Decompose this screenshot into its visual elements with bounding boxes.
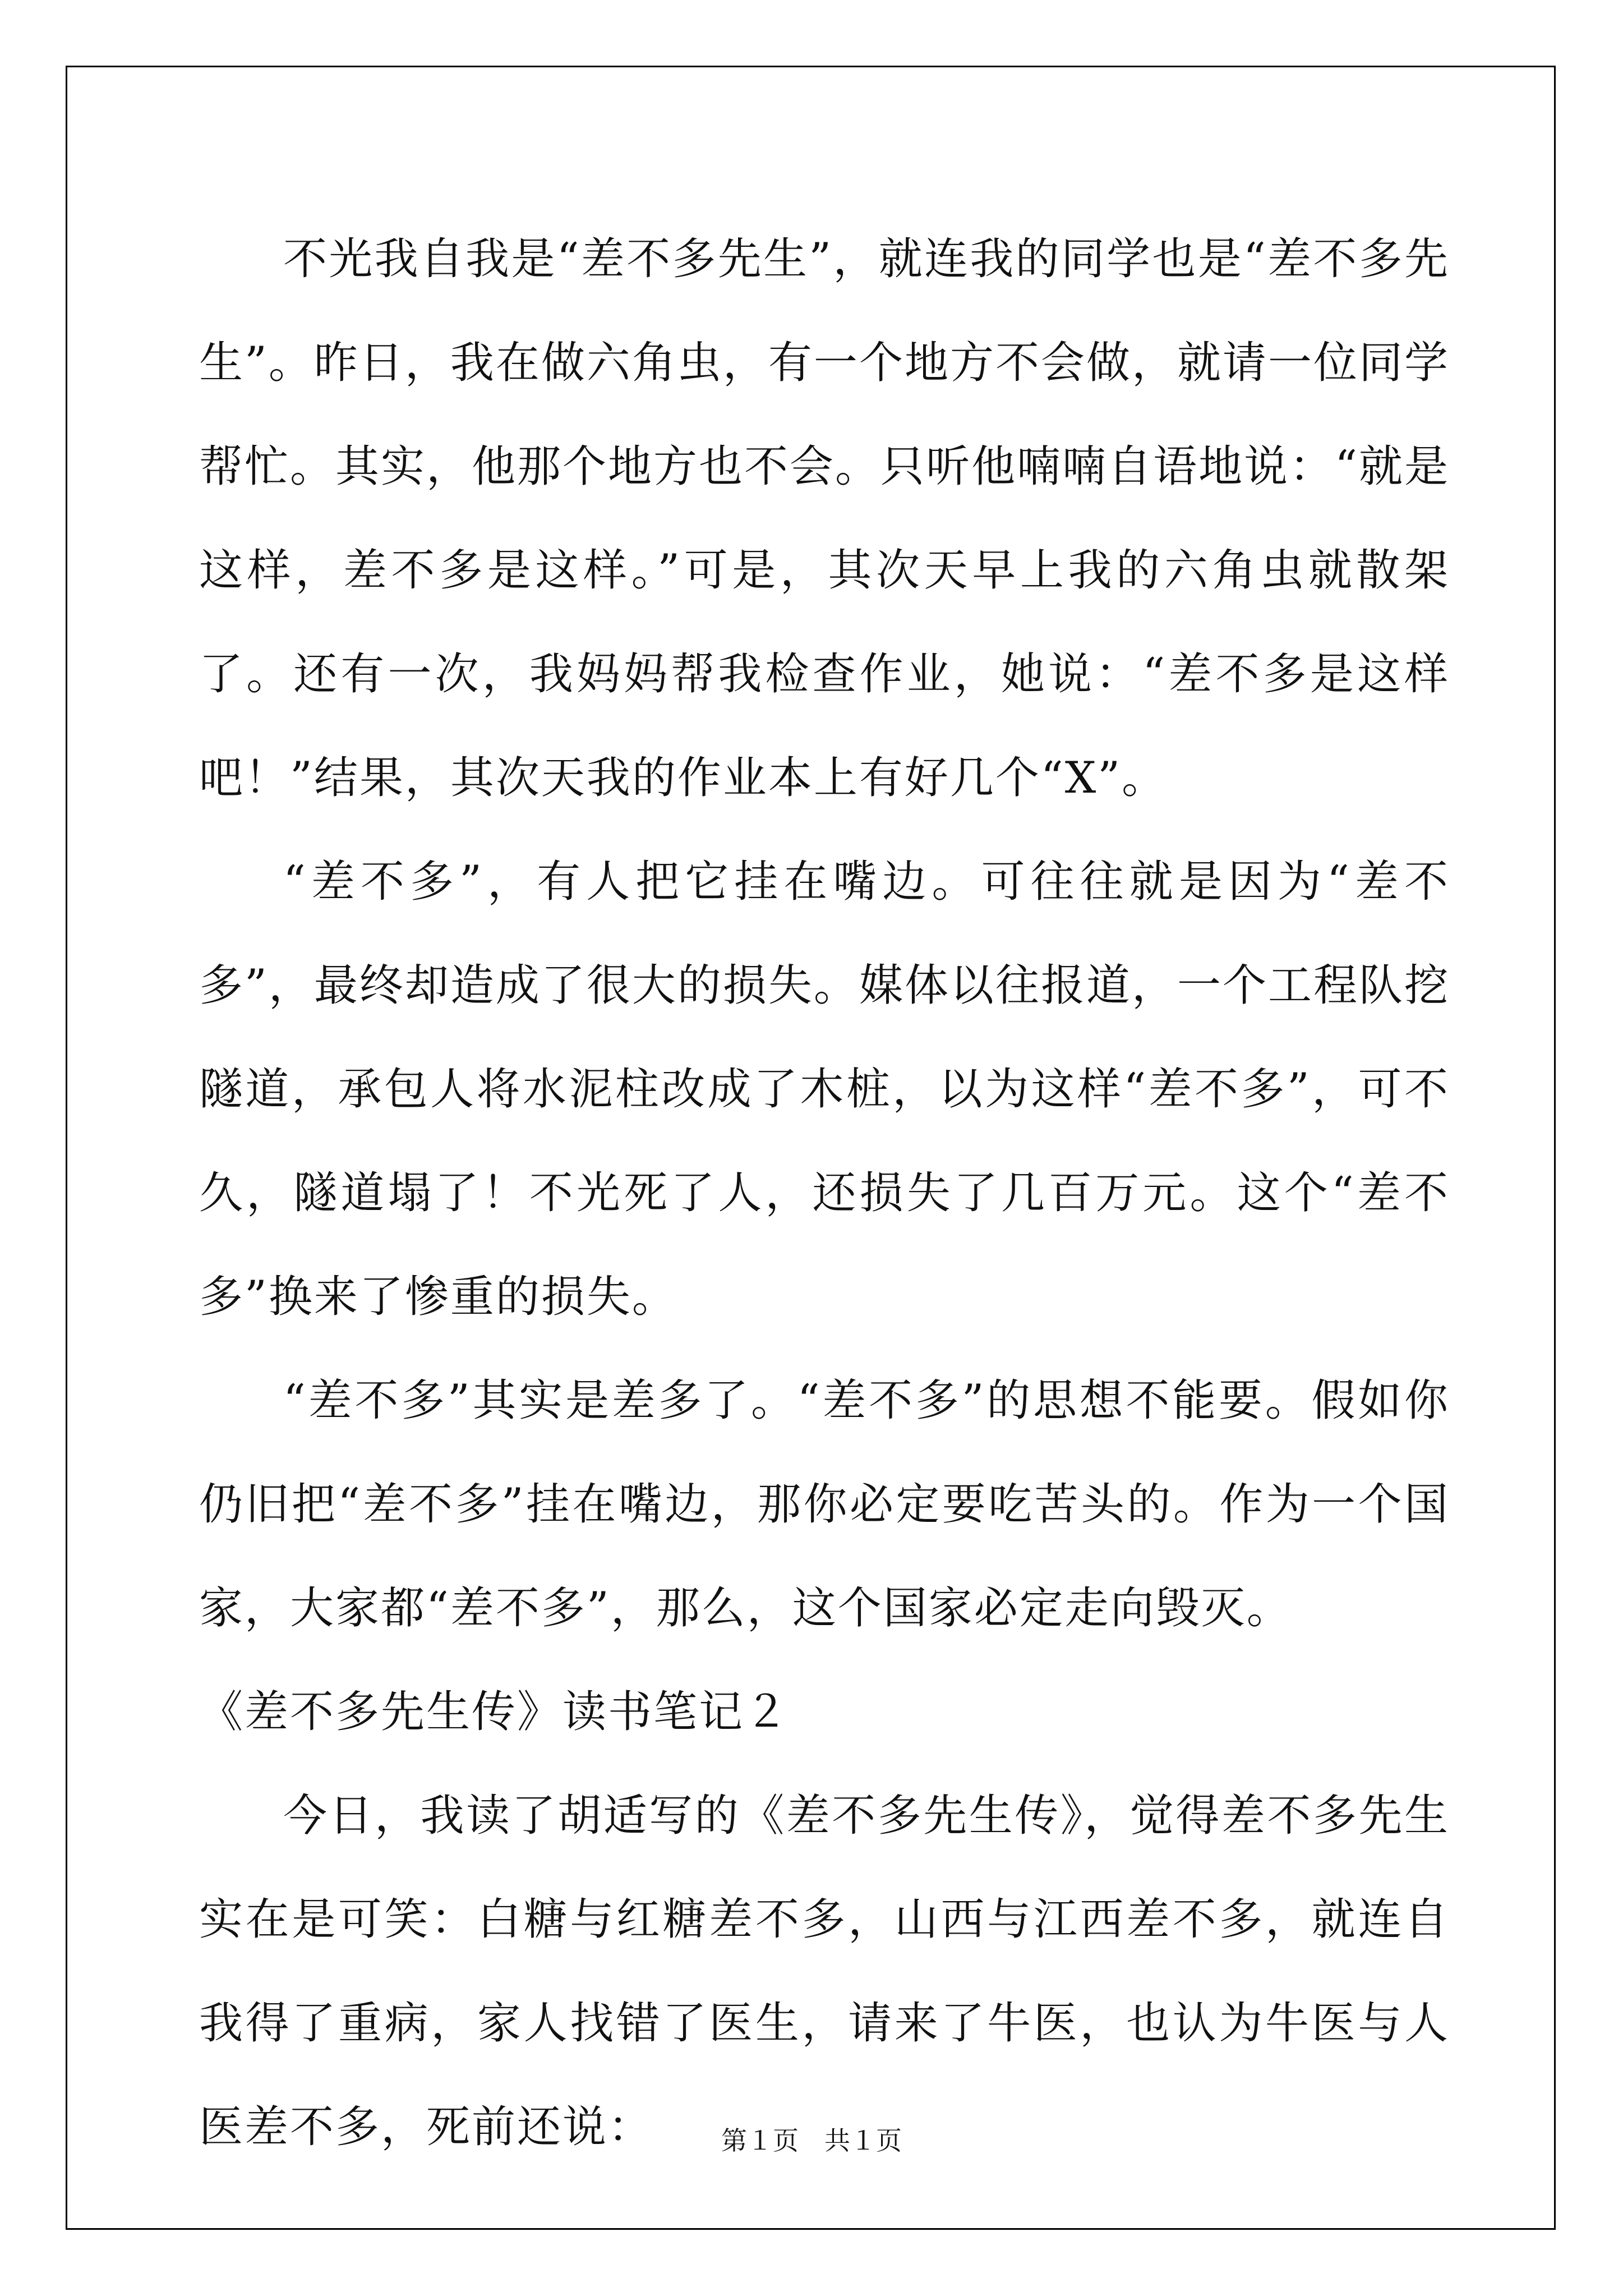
paragraph-1: 不光我自我是“差不多先生”，就连我的同学也是“差不多先生”。昨日，我在做六角虫，有一个地方不会做，就请一位同学帮忙。其实，他那个地方也不会。只听他喃喃自语地说：“就是这样，差不多是这样。”可是，其次天早上我的六角虫就散架了。还有一次，我妈妈帮我检查作业，她说：“差不多是这样吧！”结果，其次天我的作业本上有好几个“X”。: [199, 234, 1450, 803]
document-body: [199, 208, 1450, 2179]
section-heading: 《差不多先生传》读书笔记２: [199, 1687, 790, 1737]
page-footer: 第１页 共１页: [721, 2125, 902, 2156]
paragraph-3: “差不多”其实是差多了。“差不多”的思想不能要。假如你仍旧把“差不多”挂在嘴边，那你必定要吃苦头的。作为一个国家，大家都“差不多”，那么，这个国家必定走向毁灭。: [199, 1375, 1450, 1634]
paragraph-4: 今日，我读了胡适写的《差不多先生传》，觉得差不多先生实在是可笑：白糖与红糖差不多，山西与江西差不多，就连自我得了重病，家人找错了医生，请来了牛医，也认为牛医与人医差不多，死前还说：: [199, 1791, 1450, 2152]
paragraph-2: “差不多”，有人把它挂在嘴边。可往往就是因为“差不多”，最终却造成了很大的损失。媒体以往报道，一个工程队挖隧道，承包人将水泥柱改成了木桩，以为这样“差不多”，可不久，隧道塌了！不光死了人，还损失了几百万元。这个“差不多”换来了惨重的损失。: [199, 857, 1450, 1322]
